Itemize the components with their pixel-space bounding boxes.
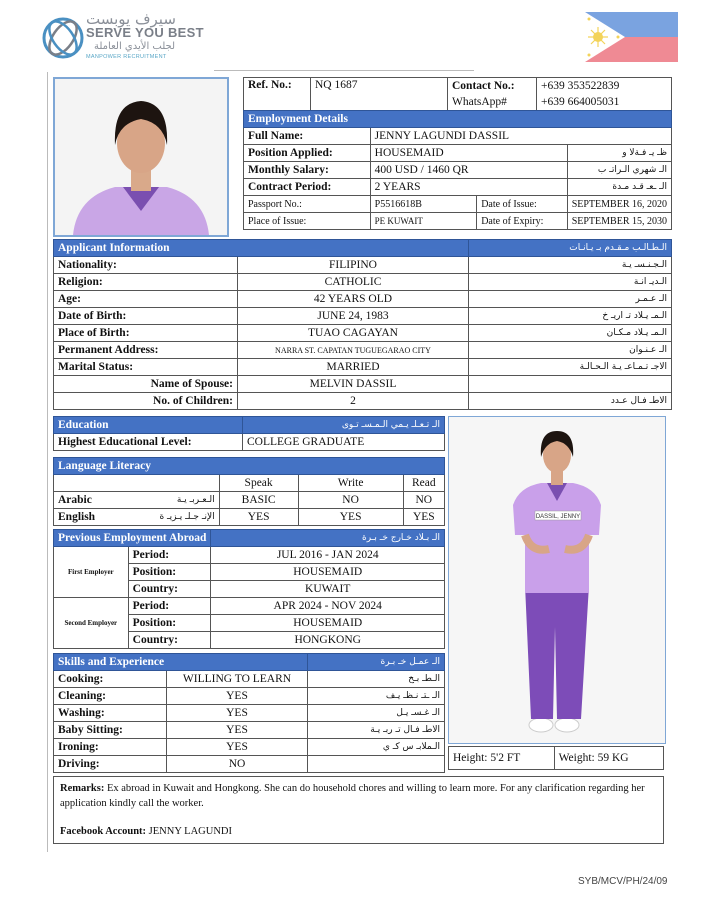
second-period-value: APR 2024 - NOV 2024 — [211, 598, 445, 615]
english-label-ar: الإنـ جـلـ يـزيـ ة — [112, 509, 219, 526]
applicant-title-arabic: الـطـالـب مـقـدم بـ يـانـات — [469, 240, 672, 257]
contract-value: 2 YEARS — [370, 179, 567, 196]
applicant-info-table — [53, 239, 672, 410]
cleaning-label: Cleaning: — [54, 688, 167, 705]
ironing-value: YES — [167, 739, 308, 756]
contact-value: +639 353522839 — [537, 78, 672, 95]
nationality-label: Nationality: — [54, 257, 238, 274]
baby-sitting-value: YES — [167, 722, 308, 739]
religion-label: Religion: — [54, 274, 238, 291]
ref-label: Ref. No.: — [244, 78, 311, 111]
ref-value: NQ 1687 — [311, 78, 448, 111]
remarks-box — [53, 776, 664, 844]
place-issue-label: Place of Issue: — [244, 213, 371, 230]
education-table — [53, 416, 445, 451]
height-weight-table — [448, 746, 664, 770]
salary-value: 400 USD / 1460 QR — [370, 162, 567, 179]
arabic-read: NO — [403, 492, 444, 509]
cleaning-arabic: الـ ـتـ نـظـ يـف — [308, 688, 445, 705]
skills-table — [53, 653, 445, 773]
language-title: Language Literacy — [54, 458, 445, 475]
washing-value: YES — [167, 705, 308, 722]
place-issue-value: PE KUWAIT — [370, 213, 477, 230]
language-table — [53, 457, 445, 526]
logo-arabic-name: سيرف يوبست — [86, 10, 176, 28]
cooking-arabic: الـطـ بـخ — [308, 671, 445, 688]
age-label: Age: — [54, 291, 238, 308]
remarks-text: Ex abroad in Kuwait and Hongkong. She can do household chores and willing to learn more. For any clarification regarding her application kindly call the worker. — [60, 783, 645, 809]
footer-code: SYB/MCV/PH/24/09 — [578, 876, 668, 887]
full-body-photo — [448, 416, 666, 744]
cleaning-value: YES — [167, 688, 308, 705]
philippines-flag-icon — [585, 12, 678, 62]
english-label: English — [54, 509, 113, 526]
language-corner — [54, 475, 220, 492]
facebook-label: Facebook Account: — [60, 826, 147, 837]
driving-arabic — [308, 756, 445, 773]
first-employer-label: First Employer — [54, 547, 129, 598]
previous-employment-table — [53, 529, 445, 649]
arabic-label: Arabic — [54, 492, 113, 509]
weight-value: Weight: 59 KG — [554, 747, 663, 770]
remarks-label: Remarks: — [60, 783, 105, 794]
baby-sitting-arabic: الاطـ فـال تـ ربـ يـة — [308, 722, 445, 739]
address-label: Permanent Address: — [54, 342, 238, 359]
nationality-arabic: الـجـنـسـ يـة — [469, 257, 672, 274]
baby-sitting-label: Baby Sitting: — [54, 722, 167, 739]
expiry-label: Date of Expiry: — [477, 213, 568, 230]
arabic-write: NO — [298, 492, 403, 509]
position-value: HOUSEMAID — [370, 145, 567, 162]
ironing-arabic: الـملابـ س كـ ي — [308, 739, 445, 756]
remarks-paragraph — [60, 781, 657, 811]
logo-arabic-sub: لجلب الأيدي العاملة — [94, 41, 176, 52]
first-country-label: Country: — [128, 581, 211, 598]
english-speak: YES — [219, 509, 298, 526]
salary-arabic: الـ شهري الـراتـ ب — [567, 162, 671, 179]
logo-english-name: SERVE YOU BEST — [86, 25, 204, 40]
first-position-value: HOUSEMAID — [211, 564, 445, 581]
spouse-arabic-empty — [469, 376, 672, 393]
children-value: 2 — [238, 393, 469, 410]
education-title: Education — [54, 417, 243, 434]
passport-value: P5516618B — [370, 196, 477, 213]
facebook-value: JENNY LAGUNDI — [148, 826, 232, 837]
portrait-photo — [53, 77, 229, 237]
second-position-label: Position: — [128, 615, 211, 632]
washing-label: Washing: — [54, 705, 167, 722]
contact-label: Contact No.: — [448, 78, 537, 95]
whatsapp-label: WhatsApp# — [448, 94, 537, 111]
expiry-value: SEPTEMBER 15, 2030 — [567, 213, 671, 230]
arabic-speak: BASIC — [219, 492, 298, 509]
speak-header: Speak — [219, 475, 298, 492]
ironing-label: Ironing: — [54, 739, 167, 756]
second-employer-label: Second Employer — [54, 598, 129, 649]
ref-contact-table — [243, 77, 672, 111]
full-name-label: Full Name: — [244, 128, 371, 145]
age-value: 42 YEARS OLD — [238, 291, 469, 308]
second-country-label: Country: — [128, 632, 211, 649]
spouse-label: Name of Spouse: — [54, 376, 238, 393]
marital-value: MARRIED — [238, 359, 469, 376]
religion-value: CATHOLIC — [238, 274, 469, 291]
salary-label: Monthly Salary: — [244, 162, 371, 179]
pob-value: TUAO CAGAYAN — [238, 325, 469, 342]
religion-arabic: الـديـ انـة — [469, 274, 672, 291]
address-value: NARRA ST. CAPATAN TUGUEGARAO CITY — [238, 342, 469, 359]
previous-title: Previous Employment Abroad — [54, 530, 211, 547]
age-arabic: الـ عـمـر — [469, 291, 672, 308]
applicant-title: Applicant Information — [54, 240, 469, 257]
full-name-value: JENNY LAGUNDI DASSIL — [370, 128, 671, 145]
cooking-value: WILLING TO LEARN — [167, 671, 308, 688]
height-value: Height: 5'2 FT — [449, 747, 555, 770]
facebook-line — [60, 824, 657, 839]
english-read: YES — [403, 509, 444, 526]
nationality-value: FILIPINO — [238, 257, 469, 274]
education-level-label: Highest Educational Level: — [54, 434, 243, 451]
education-title-arabic: الـ تـعـلـ يـمي الـمـسـ تـوى — [243, 417, 445, 434]
employment-title: Employment Details — [244, 111, 672, 128]
skills-title: Skills and Experience — [54, 654, 308, 671]
washing-arabic: الـ غـسـ يـل — [308, 705, 445, 722]
read-header: Read — [403, 475, 444, 492]
contract-label: Contract Period: — [244, 179, 371, 196]
first-period-label: Period: — [128, 547, 211, 564]
issue-date-label: Date of Issue: — [477, 196, 568, 213]
passport-label: Passport No.: — [244, 196, 371, 213]
pob-label: Place of Birth: — [54, 325, 238, 342]
previous-title-arabic: الـ بـلاد خـارج خـ بـرة — [211, 530, 445, 547]
logo-tagline: MANPOWER RECRUITMENT — [86, 54, 167, 60]
second-position-value: HOUSEMAID — [211, 615, 445, 632]
second-period-label: Period: — [128, 598, 211, 615]
spouse-value: MELVIN DASSIL — [238, 376, 469, 393]
first-period-value: JUL 2016 - JAN 2024 — [211, 547, 445, 564]
address-arabic: الـ عـنـوان — [469, 342, 672, 359]
position-arabic: ظـ يـ فـةلا و — [567, 145, 671, 162]
name-tag-text: DASSIL, JENNY — [535, 514, 581, 520]
children-label: No. of Children: — [54, 393, 238, 410]
whatsapp-value: +639 664005031 — [537, 94, 672, 111]
dob-value: JUNE 24, 1983 — [238, 308, 469, 325]
marital-arabic: الاجـ تـمـاعـ يـة الـحـالـة — [469, 359, 672, 376]
issue-date-value: SEPTEMBER 16, 2020 — [567, 196, 671, 213]
arabic-label-ar: الـعـربـ يـة — [112, 492, 219, 509]
second-country-value: HONGKONG — [211, 632, 445, 649]
education-level-value: COLLEGE GRADUATE — [243, 434, 445, 451]
driving-label: Driving: — [54, 756, 167, 773]
company-logo-icon — [40, 14, 86, 62]
first-country-value: KUWAIT — [211, 581, 445, 598]
contract-arabic: الـ ـعـ قـد مـدة — [567, 179, 671, 196]
cooking-label: Cooking: — [54, 671, 167, 688]
first-position-label: Position: — [128, 564, 211, 581]
pob-arabic: الـمـ يـلاد مـكـان — [469, 325, 672, 342]
employment-details-table — [243, 110, 672, 230]
skills-title-arabic: الـ عمـل خـ بـرة — [308, 654, 445, 671]
dob-arabic: الـمـ يـلاد تـ اريـ خ — [469, 308, 672, 325]
position-label: Position Applied: — [244, 145, 371, 162]
driving-value: NO — [167, 756, 308, 773]
dob-label: Date of Birth: — [54, 308, 238, 325]
english-write: YES — [298, 509, 403, 526]
children-arabic: الاطـ فـال عـدد — [469, 393, 672, 410]
marital-label: Marital Status: — [54, 359, 238, 376]
write-header: Write — [298, 475, 403, 492]
